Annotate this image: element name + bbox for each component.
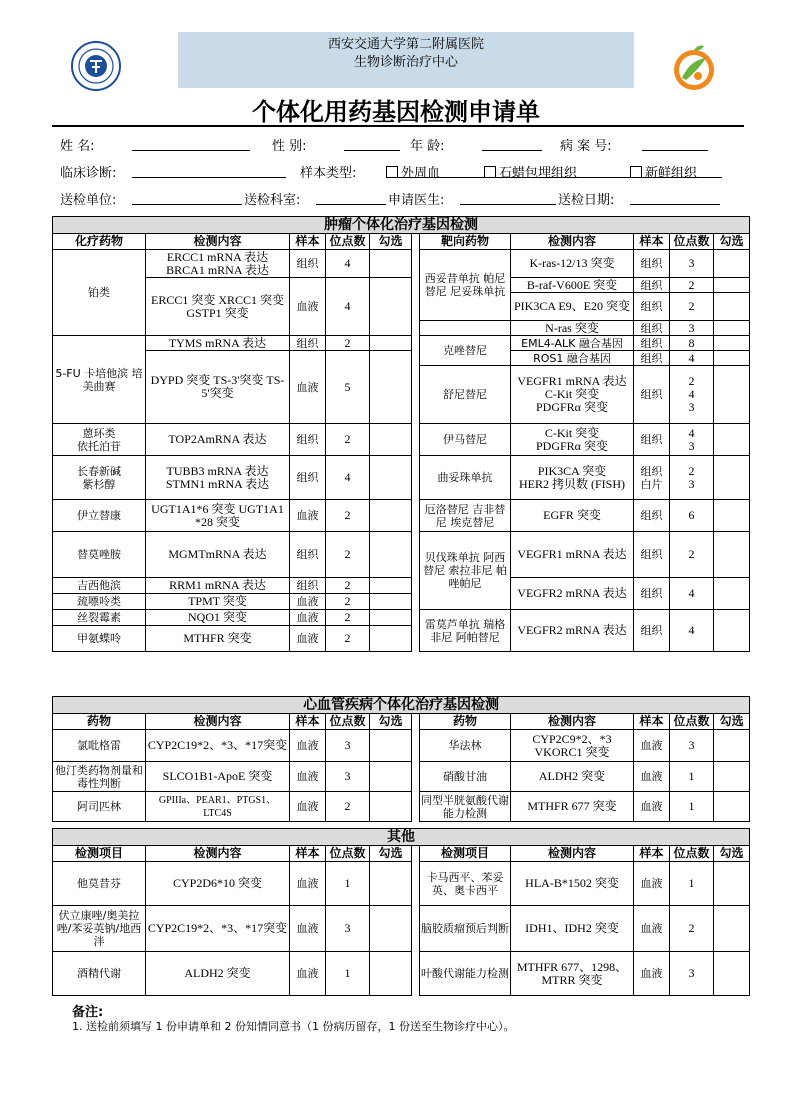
sites: 3	[670, 730, 714, 762]
sample: 血液	[634, 952, 670, 996]
drug-bevacizumab-group: 贝伐珠单抗 阿西替尼 索拉非尼 帕唑帕尼	[420, 532, 511, 610]
check-cell[interactable]	[370, 762, 412, 792]
sample-type-label: 样本类型:	[300, 166, 357, 181]
center-name: 生物诊断治疗中心	[353, 55, 458, 70]
sample: 血液	[290, 792, 326, 822]
diagnosis-field[interactable]	[132, 177, 286, 178]
doctor-field[interactable]	[460, 204, 556, 205]
hospital-name: 西安交通大学第二附属医院	[327, 37, 484, 52]
test-cell: SLCO1B1-ApoE 突变	[146, 762, 290, 792]
check-cell[interactable]	[714, 293, 750, 321]
check-cell[interactable]	[370, 792, 412, 822]
sites: 2	[670, 906, 714, 952]
check-cell[interactable]	[370, 730, 412, 762]
sites: 8	[670, 336, 714, 351]
sample: 血液	[290, 626, 326, 652]
drug-cell: 阿司匹林	[53, 792, 146, 822]
sample-type-underline	[386, 177, 722, 178]
sample: 组织	[634, 351, 670, 366]
sample: 血液	[634, 862, 670, 906]
check-cell[interactable]	[714, 336, 750, 351]
check-cell[interactable]	[714, 456, 750, 500]
sample: 血液	[290, 351, 326, 424]
test-ercc1-brca1: ERCC1 mRNA 表达 BRCA1 mRNA 表达	[146, 250, 290, 278]
drug-cetuximab-tail	[420, 321, 511, 336]
sites: 1	[326, 862, 370, 906]
drug-imatinib: 伊马替尼	[420, 424, 511, 456]
sample: 血液	[290, 906, 326, 952]
test-cell: CYP2C9*2、*3 VKORC1 突变	[511, 730, 634, 762]
sample: 血液	[634, 792, 670, 822]
case-label: 病 案 号:	[560, 139, 612, 154]
test-pik3ca: PIK3CA E9、E20 突变	[511, 293, 634, 321]
age-field[interactable]	[482, 150, 542, 151]
sites: 2	[326, 610, 370, 626]
check-cell[interactable]	[714, 351, 750, 366]
sites: 2	[326, 578, 370, 594]
sex-field[interactable]	[344, 150, 400, 151]
test-rrm1: RRM1 mRNA 表达	[146, 578, 290, 594]
drug-5fu-group: 5-FU 卡培他滨 培美曲赛	[53, 336, 146, 424]
bio-center-logo-icon	[668, 42, 720, 94]
sites: 3	[670, 250, 714, 278]
item-cell: 他莫昔芬	[53, 862, 146, 906]
sites: 4	[326, 456, 370, 500]
sites: 4	[670, 351, 714, 366]
drug-irinotecan: 伊立替康	[53, 500, 146, 532]
unit-label: 送检单位:	[60, 193, 117, 208]
sample: 组织	[290, 456, 326, 500]
test-tubb3-stmn1: TUBB3 mRNA 表达 STMN1 mRNA 表达	[146, 456, 290, 500]
tumor-table	[52, 216, 750, 652]
sites: 1	[670, 862, 714, 906]
item-cell: 酒精代谢	[53, 952, 146, 996]
sample: 组织	[634, 532, 670, 578]
sample: 组织	[634, 278, 670, 293]
drug-cell: 他汀类药物剂量和毒性判断	[53, 762, 146, 792]
sample: 血液	[290, 278, 326, 336]
check-cell[interactable]	[714, 250, 750, 278]
drug-temozolomide: 替莫唑胺	[53, 532, 146, 578]
title-rule	[52, 125, 744, 127]
sites: 4	[670, 610, 714, 652]
check-cell[interactable]	[370, 278, 412, 336]
header-drug: 药物	[420, 714, 511, 730]
test-vegfr1-ckit-pdgfra: VEGFR1 mRNA 表达 C-Kit 突变 PDGFRα 突变	[511, 366, 634, 424]
header-content: 检测内容	[511, 234, 634, 250]
sample: 组织	[634, 366, 670, 424]
header-sites: 位点数	[326, 846, 370, 862]
header-sites: 位点数	[670, 234, 714, 250]
header-target-drug: 靶向药物	[420, 234, 511, 250]
name-label: 姓 名:	[60, 139, 95, 154]
check-cell[interactable]	[370, 578, 412, 594]
diagnosis-label: 临床诊断:	[60, 166, 117, 181]
header-drug: 化疗药物	[53, 234, 146, 250]
sites: 2	[326, 532, 370, 578]
check-cell[interactable]	[370, 532, 412, 578]
sample: 血液	[290, 952, 326, 996]
item-cell: 叶酸代谢能力检测	[420, 952, 511, 996]
check-cell[interactable]	[714, 610, 750, 652]
test-vegfr2: VEGFR2 mRNA 表达	[511, 610, 634, 652]
drug-trastuzumab: 曲妥珠单抗	[420, 456, 511, 500]
sample: 组织	[634, 610, 670, 652]
drug-cell: 同型半胱氨酸代谢能力检测	[421, 793, 509, 820]
table-row	[53, 952, 750, 996]
test-ugt1a1: UGT1A1*6 突变 UGT1A1 *28 突变	[146, 500, 290, 532]
sample: 组织	[290, 578, 326, 594]
check-cell[interactable]	[370, 250, 412, 278]
sample: 组织	[634, 500, 670, 532]
test-braf: B-raf-V600E 突变	[511, 278, 634, 293]
sample: 组织	[634, 578, 670, 610]
cardio-table	[52, 696, 750, 822]
sample: 血液	[634, 730, 670, 762]
sites: 2	[670, 532, 714, 578]
check-cell[interactable]	[714, 862, 750, 906]
sites: 2 3	[670, 456, 714, 500]
test-cell: CYP2C19*2、*3、*17突变	[146, 906, 290, 952]
sample: 组织	[290, 424, 326, 456]
drug-anthracycline-etoposide: 蒽环类 依托泊苷	[53, 424, 146, 456]
sites: 1	[326, 952, 370, 996]
test-ros1: ROS1 融合基因	[511, 351, 634, 366]
test-egfr: EGFR 突变	[511, 500, 634, 532]
check-cell[interactable]	[714, 730, 750, 762]
check-cell[interactable]	[714, 278, 750, 293]
check-cell[interactable]	[714, 762, 750, 792]
table-row	[53, 792, 750, 822]
sample: 血液	[290, 862, 326, 906]
test-cell: MTHFR 677、1298、MTRR 突变	[511, 952, 634, 996]
test-tpmt: TPMT 突变	[146, 594, 290, 610]
drug-cetuximab-group: 西妥昔单抗 帕尼替尼 尼妥珠单抗	[420, 250, 511, 321]
header-band	[178, 32, 634, 88]
header-check: 勾选	[370, 714, 412, 730]
drug-thiopurine: 巯嘌呤类	[53, 594, 146, 610]
doctor-label: 申请医生:	[388, 193, 445, 208]
header-item: 检测项目	[420, 846, 511, 862]
header-check: 勾选	[714, 234, 750, 250]
sample: 血液	[634, 762, 670, 792]
age-label: 年 龄:	[410, 139, 445, 154]
test-kras: K-ras-12/13 突变	[511, 250, 634, 278]
test-cell: ALDH2 突变	[511, 762, 634, 792]
test-nras: N-ras 突变	[511, 321, 634, 336]
header-sample: 样本	[290, 846, 326, 862]
check-cell[interactable]	[370, 626, 412, 652]
test-top2a: TOP2AmRNA 表达	[146, 424, 290, 456]
check-cell[interactable]	[370, 610, 412, 626]
cardio-section-title: 心血管疾病个体化治疗基因检测	[53, 697, 750, 714]
header-sample: 样本	[634, 846, 670, 862]
item-cell: 卡马西平、苯妥英、奥卡西平	[420, 862, 511, 906]
check-cell[interactable]	[714, 500, 750, 532]
drug-cell: 硝酸甘油	[420, 762, 511, 792]
header-sample: 样本	[634, 714, 670, 730]
test-eml4-alk: EML4-ALK 融合基因	[511, 336, 634, 351]
drug-erlotinib-group: 厄洛替尼 吉非替尼 埃克替尼	[420, 500, 511, 532]
sites: 1	[670, 762, 714, 792]
sites: 2	[326, 626, 370, 652]
sites: 3	[326, 762, 370, 792]
date-field[interactable]	[630, 204, 720, 205]
table-row	[53, 762, 750, 792]
check-cell[interactable]	[370, 456, 412, 500]
sample-option-fresh[interactable]: 新鲜组织	[630, 162, 697, 181]
column-gap	[412, 846, 420, 996]
test-tyms: TYMS mRNA 表达	[146, 336, 290, 351]
table-row	[53, 730, 750, 762]
header-check: 勾选	[370, 846, 412, 862]
column-gap	[412, 234, 420, 652]
header-sites: 位点数	[326, 714, 370, 730]
check-cell[interactable]	[714, 532, 750, 578]
test-cell: MTHFR 677 突变	[511, 792, 634, 822]
test-cell: CYP2D6*10 突变	[146, 862, 290, 906]
drug-crizotinib: 克唑替尼	[420, 336, 511, 366]
test-pik3ca-her2: PIK3CA 突变 HER2 拷贝数 (FISH)	[511, 456, 634, 500]
header-sites: 位点数	[670, 846, 714, 862]
header-sites: 位点数	[670, 714, 714, 730]
sample-option-paraffin[interactable]: 石蜡包埋组织	[484, 162, 577, 181]
test-cell: ALDH2 突变	[146, 952, 290, 996]
drug-cell: 氯吡格雷	[53, 730, 146, 762]
sample: 组织	[634, 250, 670, 278]
drug-platinum: 铂类	[53, 250, 146, 336]
drug-cell: 华法林	[420, 730, 511, 762]
test-ckit-pdgfra: C-Kit 突变 PDGFRα 突变	[511, 424, 634, 456]
header-item: 检测项目	[53, 846, 146, 862]
header-content: 检测内容	[511, 846, 634, 862]
header-sites: 位点数	[326, 234, 370, 250]
sites: 4	[670, 578, 714, 610]
test-cell: IDH1、IDH2 突变	[511, 906, 634, 952]
drug-methotrexate: 甲氨蝶呤	[53, 626, 146, 652]
drug-vincristine-paclitaxel: 长春新碱 紫杉醇	[53, 456, 146, 500]
check-cell[interactable]	[370, 906, 412, 952]
sites: 3	[670, 952, 714, 996]
drug-mitomycin: 丝裂霉素	[53, 610, 146, 626]
sample: 组织	[290, 336, 326, 351]
check-cell[interactable]	[370, 500, 412, 532]
sample: 血液	[290, 730, 326, 762]
sample: 血液	[634, 906, 670, 952]
sites: 2 4 3	[670, 366, 714, 424]
sites: 4	[326, 250, 370, 278]
test-nqo1: NQO1 突变	[146, 610, 290, 626]
check-cell[interactable]	[714, 424, 750, 456]
sites: 2	[326, 424, 370, 456]
sex-label: 性 别:	[272, 139, 307, 154]
item-cell: 伏立康唑/奥美拉唑/苯妥英钠/地西泮	[53, 906, 146, 952]
header-content: 检测内容	[146, 714, 290, 730]
sites: 2	[670, 278, 714, 293]
tumor-section-title: 肿瘤个体化治疗基因检测	[53, 217, 750, 234]
test-vegfr2: VEGFR2 mRNA 表达	[511, 578, 634, 610]
header-drug: 药物	[53, 714, 146, 730]
sites: 5	[326, 351, 370, 424]
sites: 3	[670, 321, 714, 336]
dept-field[interactable]	[316, 204, 386, 205]
check-cell[interactable]	[714, 906, 750, 952]
form-row-1	[60, 135, 740, 153]
test-mthfr: MTHFR 突变	[146, 626, 290, 652]
check-cell[interactable]	[714, 792, 750, 822]
test-vegfr1: VEGFR1 mRNA 表达	[511, 532, 634, 578]
check-cell[interactable]	[714, 366, 750, 424]
university-seal-icon	[70, 40, 122, 92]
check-cell[interactable]	[370, 862, 412, 906]
header-check: 勾选	[370, 234, 412, 250]
check-cell[interactable]	[714, 952, 750, 996]
sample: 组织	[634, 336, 670, 351]
header-check: 勾选	[714, 846, 750, 862]
notes-heading: 备注:	[72, 1005, 104, 1020]
sample: 组织	[634, 293, 670, 321]
sites: 6	[670, 500, 714, 532]
sites: 2	[326, 500, 370, 532]
check-cell[interactable]	[370, 424, 412, 456]
sites: 2	[326, 792, 370, 822]
header-check: 勾选	[714, 714, 750, 730]
test-cell: HLA-B*1502 突变	[511, 862, 634, 906]
unit-field[interactable]	[132, 204, 242, 205]
header-content: 检测内容	[146, 846, 290, 862]
check-cell[interactable]	[714, 578, 750, 610]
header-sample: 样本	[290, 234, 326, 250]
document-title: 个体化用药基因检测申请单	[252, 98, 540, 126]
sites: 4	[326, 278, 370, 336]
test-ercc1-xrcc1-gstp1: ERCC1 突变 XRCC1 突变 GSTP1 突变	[146, 278, 290, 336]
drug-gemcitabine: 吉西他滨	[53, 578, 146, 594]
sample: 组织	[290, 532, 326, 578]
other-section-title: 其他	[53, 829, 750, 846]
drug-ramucirumab-group: 雷莫芦单抗 瑞格非尼 阿帕替尼	[420, 610, 511, 652]
sites: 2	[326, 594, 370, 610]
sites: 3	[326, 730, 370, 762]
sample: 组织 白片	[634, 456, 670, 500]
dept-label: 送检科室:	[244, 193, 301, 208]
check-cell[interactable]	[370, 952, 412, 996]
drug-sunitinib: 舒尼替尼	[420, 366, 511, 424]
sites: 2	[326, 336, 370, 351]
form-row-3	[60, 189, 740, 207]
date-label: 送检日期:	[558, 193, 615, 208]
table-row	[53, 906, 750, 952]
name-field[interactable]	[132, 150, 250, 151]
sites: 1	[670, 792, 714, 822]
sample: 血液	[290, 762, 326, 792]
table-row	[53, 862, 750, 906]
sample: 组织	[634, 424, 670, 456]
form-row-2	[60, 162, 740, 180]
test-cell: CYP2C19*2、*3、*17突变	[146, 730, 290, 762]
header-sample: 样本	[634, 234, 670, 250]
sites: 3	[326, 906, 370, 952]
sample-option-blood[interactable]: 外周血	[386, 162, 440, 181]
check-cell[interactable]	[714, 321, 750, 336]
header-sample: 样本	[290, 714, 326, 730]
case-field[interactable]	[642, 150, 708, 151]
other-table	[52, 828, 750, 996]
check-cell[interactable]	[370, 351, 412, 424]
sample: 血液	[290, 610, 326, 626]
column-gap	[412, 714, 420, 822]
sample: 组织	[290, 250, 326, 278]
sample: 血液	[290, 594, 326, 610]
notes-item-1: 1. 送检前须填写 1 份申请单和 2 份知情同意书（1 份病历留存，1 份送至生物诊疗中心）。	[72, 1020, 515, 1033]
sample: 血液	[290, 500, 326, 532]
header-content: 检测内容	[511, 714, 634, 730]
sites: 2	[670, 293, 714, 321]
test-mgmt: MGMTmRNA 表达	[146, 532, 290, 578]
sites: 4 3	[670, 424, 714, 456]
sample: 组织	[634, 321, 670, 336]
check-cell[interactable]	[370, 336, 412, 351]
test-dypd-ts: DYPD 突变 TS-3'突变 TS-5'突变	[146, 351, 290, 424]
test-cell: GPIIIa、PEAR1、PTGS1、LTC4S	[146, 792, 290, 822]
header-content: 检测内容	[146, 234, 290, 250]
check-cell[interactable]	[370, 594, 412, 610]
item-cell: 脑胶质瘤预后判断	[420, 906, 511, 952]
